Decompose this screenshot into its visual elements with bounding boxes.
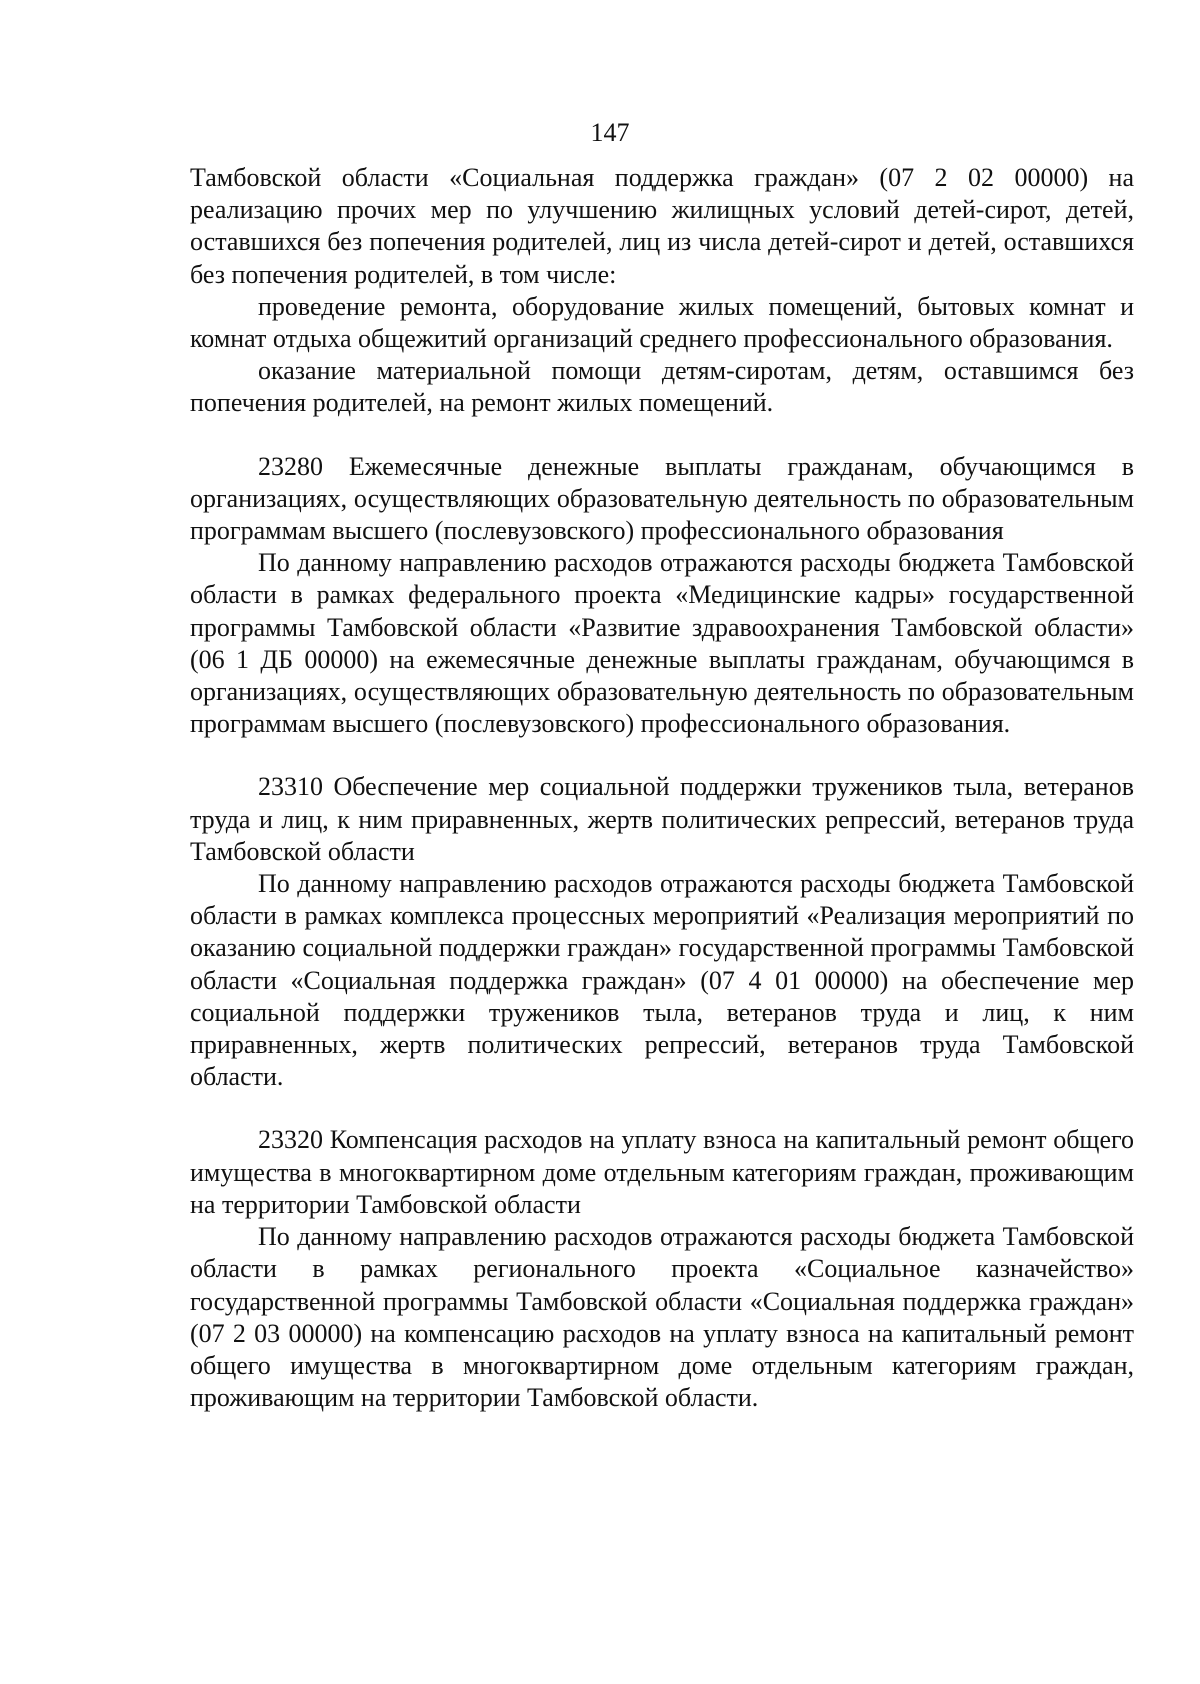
section-heading-23320: 23320 Компенсация расходов на уплату взноса на капитальный ремонт общего имущества в многоквартирном доме отдельным категориям граждан, проживающим на территории Тамбовской области bbox=[190, 1125, 1134, 1219]
section-gap bbox=[190, 1093, 1134, 1124]
section-heading-23310: 23310 Обеспечение мер социальной поддержки тружеников тыла, ветеранов труда и лиц, к ним приравненных, жертв политических репрессий, ветеранов труда Тамбовской области bbox=[190, 772, 1134, 866]
document-body bbox=[190, 162, 1134, 1414]
section-gap bbox=[190, 420, 1134, 451]
section-body-23280: По данному направлению расходов отражаются расходы бюджета Тамбовской области в рамках федерального проекта «Медицинские кадры» государственной программы Тамбовской области «Развитие здравоохранения Тамбовской области» (06 1 ДБ 00000) на ежемесячные денежные выплаты гражданам, обучающимся в организациях, осуществляющих образовательную деятельность по образовательным программам высшего (послевузовского) профессионального образования. bbox=[190, 548, 1134, 739]
section-body-23310: По данному направлению расходов отражаются расходы бюджета Тамбовской области в рамках комплекса процессных мероприятий «Реализация мероприятий по оказанию социальной поддержки граждан» государственной программы Тамбовской области «Социальная поддержка граждан» (07 4 01 00000) на обеспечение мер социальной поддержки тружеников тыла, ветеранов труда и лиц, к ним приравненных, жертв политических репрессий, ветеранов труда Тамбовской области. bbox=[190, 869, 1134, 1092]
section-body-23320: По данному направлению расходов отражаются расходы бюджета Тамбовской области в рамках регионального проекта «Социальное казначейство» государственной программы Тамбовской области «Социальная поддержка граждан» (07 2 03 00000) на компенсацию расходов на уплату взноса на капитальный ремонт общего имущества в многоквартирном доме отдельным категориям граждан, проживающим на территории Тамбовской области. bbox=[190, 1222, 1134, 1413]
page-number: 147 bbox=[590, 118, 630, 147]
paragraph-material-aid-item: оказание материальной помощи детям-сиротам, детям, оставшимся без попечения родителей, на ремонт жилых помещений. bbox=[190, 356, 1134, 418]
section-gap bbox=[190, 740, 1134, 771]
paragraph-continuation: Тамбовской области «Социальная поддержка граждан» (07 2 02 00000) на реализацию прочих мер по улучшению жилищных условий детей-сирот, детей, оставшихся без попечения родителей, лиц из числа детей-сирот и детей, оставшихся без попечения родителей, в том числе: bbox=[190, 163, 1134, 289]
section-heading-23280: 23280 Ежемесячные денежные выплаты гражданам, обучающимся в организациях, осуществляющих образовательную деятельность по образовательным программам высшего (послевузовского) профессионального образования bbox=[190, 451, 1134, 546]
paragraph-repair-item: проведение ремонта, оборудование жилых помещений, бытовых комнат и комнат отдыха общежитий организаций среднего профессионального образования. bbox=[190, 291, 1134, 354]
